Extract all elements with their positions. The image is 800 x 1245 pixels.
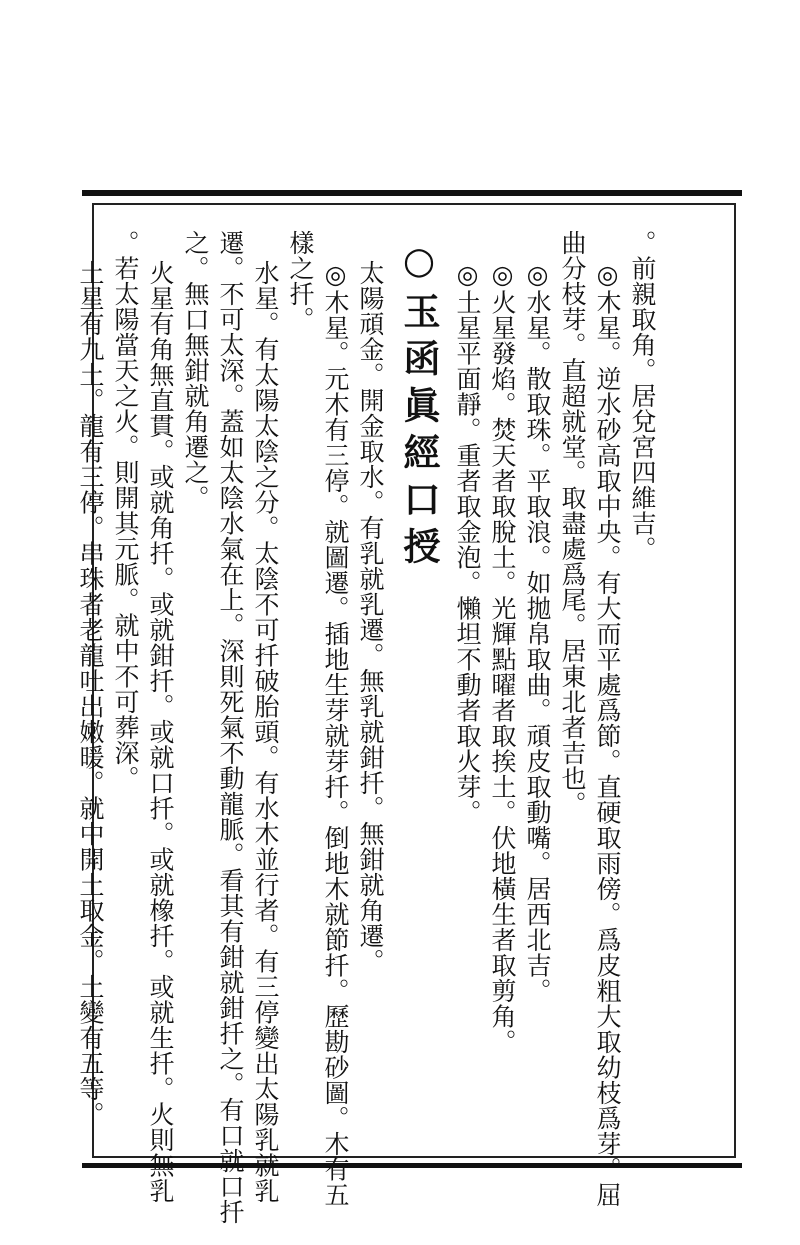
section-heading: ○玉函眞經口授 [397, 238, 441, 574]
text-column: ◎木星。逆水砂高取中央。有大而平處爲節。直硬取雨傍。爲皮粗大取幼枝爲芽。屈 [593, 260, 622, 1208]
text-column: ◎木星。元木有三停。就圖遷。插地生芽就芽扦。倒地木就節扦。歷勘砂圖。木有五 [321, 260, 350, 1208]
vertical-text-body [76, 230, 660, 1225]
text-column: ◎水星。散取珠。平取浪。如拋帛取曲。頑皮取動嘴。居西北吉。 [523, 260, 552, 1004]
text-column: 太陽頑金。開金取水。有乳就乳遷。無乳就鉗扦。無鉗就角遷。 [356, 260, 385, 974]
text-column: 水星。有太陽太陰之分。太陰不可扦破胎頭。有水木並行者。有三停變出太陽乳就乳 [251, 260, 280, 1204]
text-column: 遷。不可太深。蓋如太陰水氣在上。深則死氣不動龍脈。看其有鉗就鉗扦之。有口就口扦 [216, 230, 245, 1225]
text-column: 樣之扦。 [286, 230, 315, 332]
text-column: 火星有角無直貫。或就角扦。或就鉗扦。或就口扦。或就橡扦。或就生扦。火則無乳 [146, 260, 175, 1204]
text-column: 土星有九土。龍有三停。串珠者老龍吐出嫩暖。就中開土取金。土變有五等。 [76, 260, 105, 1127]
text-column: ◎火星發焰。焚天者取脫土。光輝點曜者取挨土。伏地橫生者取剪角。 [488, 260, 517, 1055]
text-column: 。前親取角。居兌宮四維吉。 [628, 230, 657, 562]
text-column: 曲分枝芽。直超就堂。取盡處爲尾。居東北者吉也。 [558, 230, 587, 817]
text-column: ◎土星平面靜。重者取金泡。懶坦不動者取火芽。 [453, 260, 482, 825]
text-column: 之。無口無鉗就角遷之。 [181, 230, 210, 511]
text-column: 。若太陽當天之火。則開其元脈。就中不可葬深。 [111, 230, 140, 791]
